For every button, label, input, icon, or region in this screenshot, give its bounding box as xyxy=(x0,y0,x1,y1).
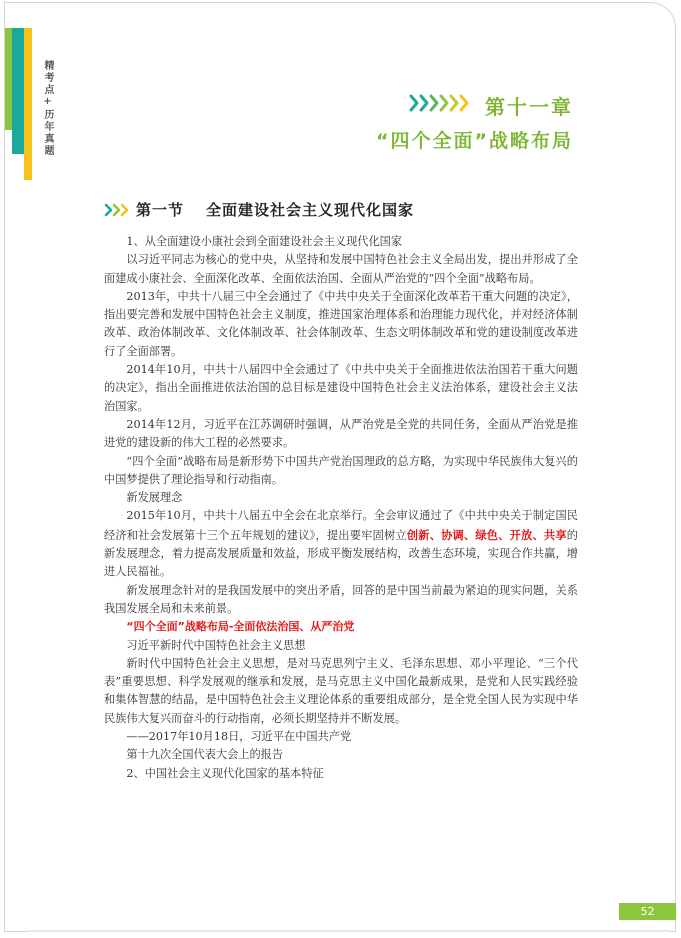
section-title: 全面建设社会主义现代化国家 xyxy=(206,201,415,219)
paragraph: “四个全面”战略布局是新形势下中国共产党治国理政的总方略，为实现中华民族伟大复兴的中国梦提供了理论指导和行动指南。 xyxy=(104,454,578,486)
highlight-text: 创新、协调、绿色、开放、共享 xyxy=(406,527,567,542)
section-chevron-icon xyxy=(104,203,130,217)
red-heading-line xyxy=(104,618,578,636)
page-number: 52 xyxy=(619,903,676,920)
paragraph: ——2017年10月18日，习近平在中国共产党 xyxy=(126,730,352,744)
red-heading: “四个全面”战略布局-全面依法治国、从严治党 xyxy=(126,620,355,634)
side-label: 精考点+历年真题 xyxy=(42,60,53,157)
chevrons-icon xyxy=(408,93,478,113)
paragraph: 新发展理念 xyxy=(126,491,183,505)
paragraph: 2014年12月，习近平在江苏调研时强调，从严治党是全党的共同任务，全面从严治党是推进党的建设新的伟大工程的必然要求。 xyxy=(104,417,578,450)
chapter-number: 第十一章 xyxy=(485,95,573,119)
decor-bar-green xyxy=(5,28,12,130)
chapter-title: “四个全面”战略布局 xyxy=(376,130,573,152)
paragraph: 以习近平同志为核心的党中央，从坚持和发展中国特色社会主义全局出发，提出并形成了全面建成小康社会、全面深化改革、全面依法治国、全面从严治党的“四个全面”战略布局。 xyxy=(104,253,578,285)
paragraph-with-highlight xyxy=(104,507,578,581)
body-text xyxy=(104,233,578,783)
paragraph-part: 2015年10月，中共十八届五中全会在北京举行。全会审议通过了《中共中央关于制定国民经济和社会发展第十三个五年规划的建议》，提出要牢固树立 xyxy=(104,509,578,542)
section-heading xyxy=(104,199,414,220)
paragraph: 2014年10月，中共十八届四中全会通过了《中共中央关于全面推进依法治国若干重大问题的决定》，指出全面推进依法治国的总目标是建设中国特色社会主义法治体系，建设社会主义法治国家。 xyxy=(104,363,578,413)
paragraph: 新时代中国特色社会主义思想，是对马克思列宁主义、毛泽东思想、邓小平理论、“三个代表”重要思想、科学发展观的继承和发展，是马克思主义中国化最新成果，是党和人民实践经验和集体智慧的结晶，是中国特色社会主义理论体系的重要组成部分，是全党全国人民为实现中华民族伟大复兴而奋斗的行动指南，必须长期坚持并不断发展。 xyxy=(104,656,578,725)
paragraph: 2、中国社会主义现代化国家的基本特征 xyxy=(126,766,324,780)
paragraph: 第十九次全国代表大会上的报告 xyxy=(126,748,284,762)
paragraph: 习近平新时代中国特色社会主义思想 xyxy=(126,638,306,652)
paragraph-part: 的新发展理念，着力提高发展质量和效益，形成平衡发展结构，改善生态环境，实现合作共赢，增进人民福祉。 xyxy=(104,528,578,579)
decor-bar-teal xyxy=(12,28,24,154)
paragraph: 新发展理念针对的是我国发展中的突出矛盾，回答的是中国当前最为紧迫的现实问题，关系我国发展全局和未来前景。 xyxy=(104,583,578,615)
bottom-shadow xyxy=(30,930,670,933)
paragraph: 1、从全面建设小康社会到全面建设社会主义现代化国家 xyxy=(126,235,403,248)
decor-bar-yellow xyxy=(24,28,32,180)
paragraph: 2013年，中共十八届三中全会通过了《中共中央关于全面深化改革若干重大问题的决定》，指出要完善和发展中国特色社会主义制度，推进国家治理体系和治理能力现代化，并对经济体制改革、政治体制改革、文化体制改革、社会体制改革、生态文明体制改革和党的建设制度改革进行了全面部署。 xyxy=(104,289,578,358)
section-label: 第一节 xyxy=(136,201,185,219)
